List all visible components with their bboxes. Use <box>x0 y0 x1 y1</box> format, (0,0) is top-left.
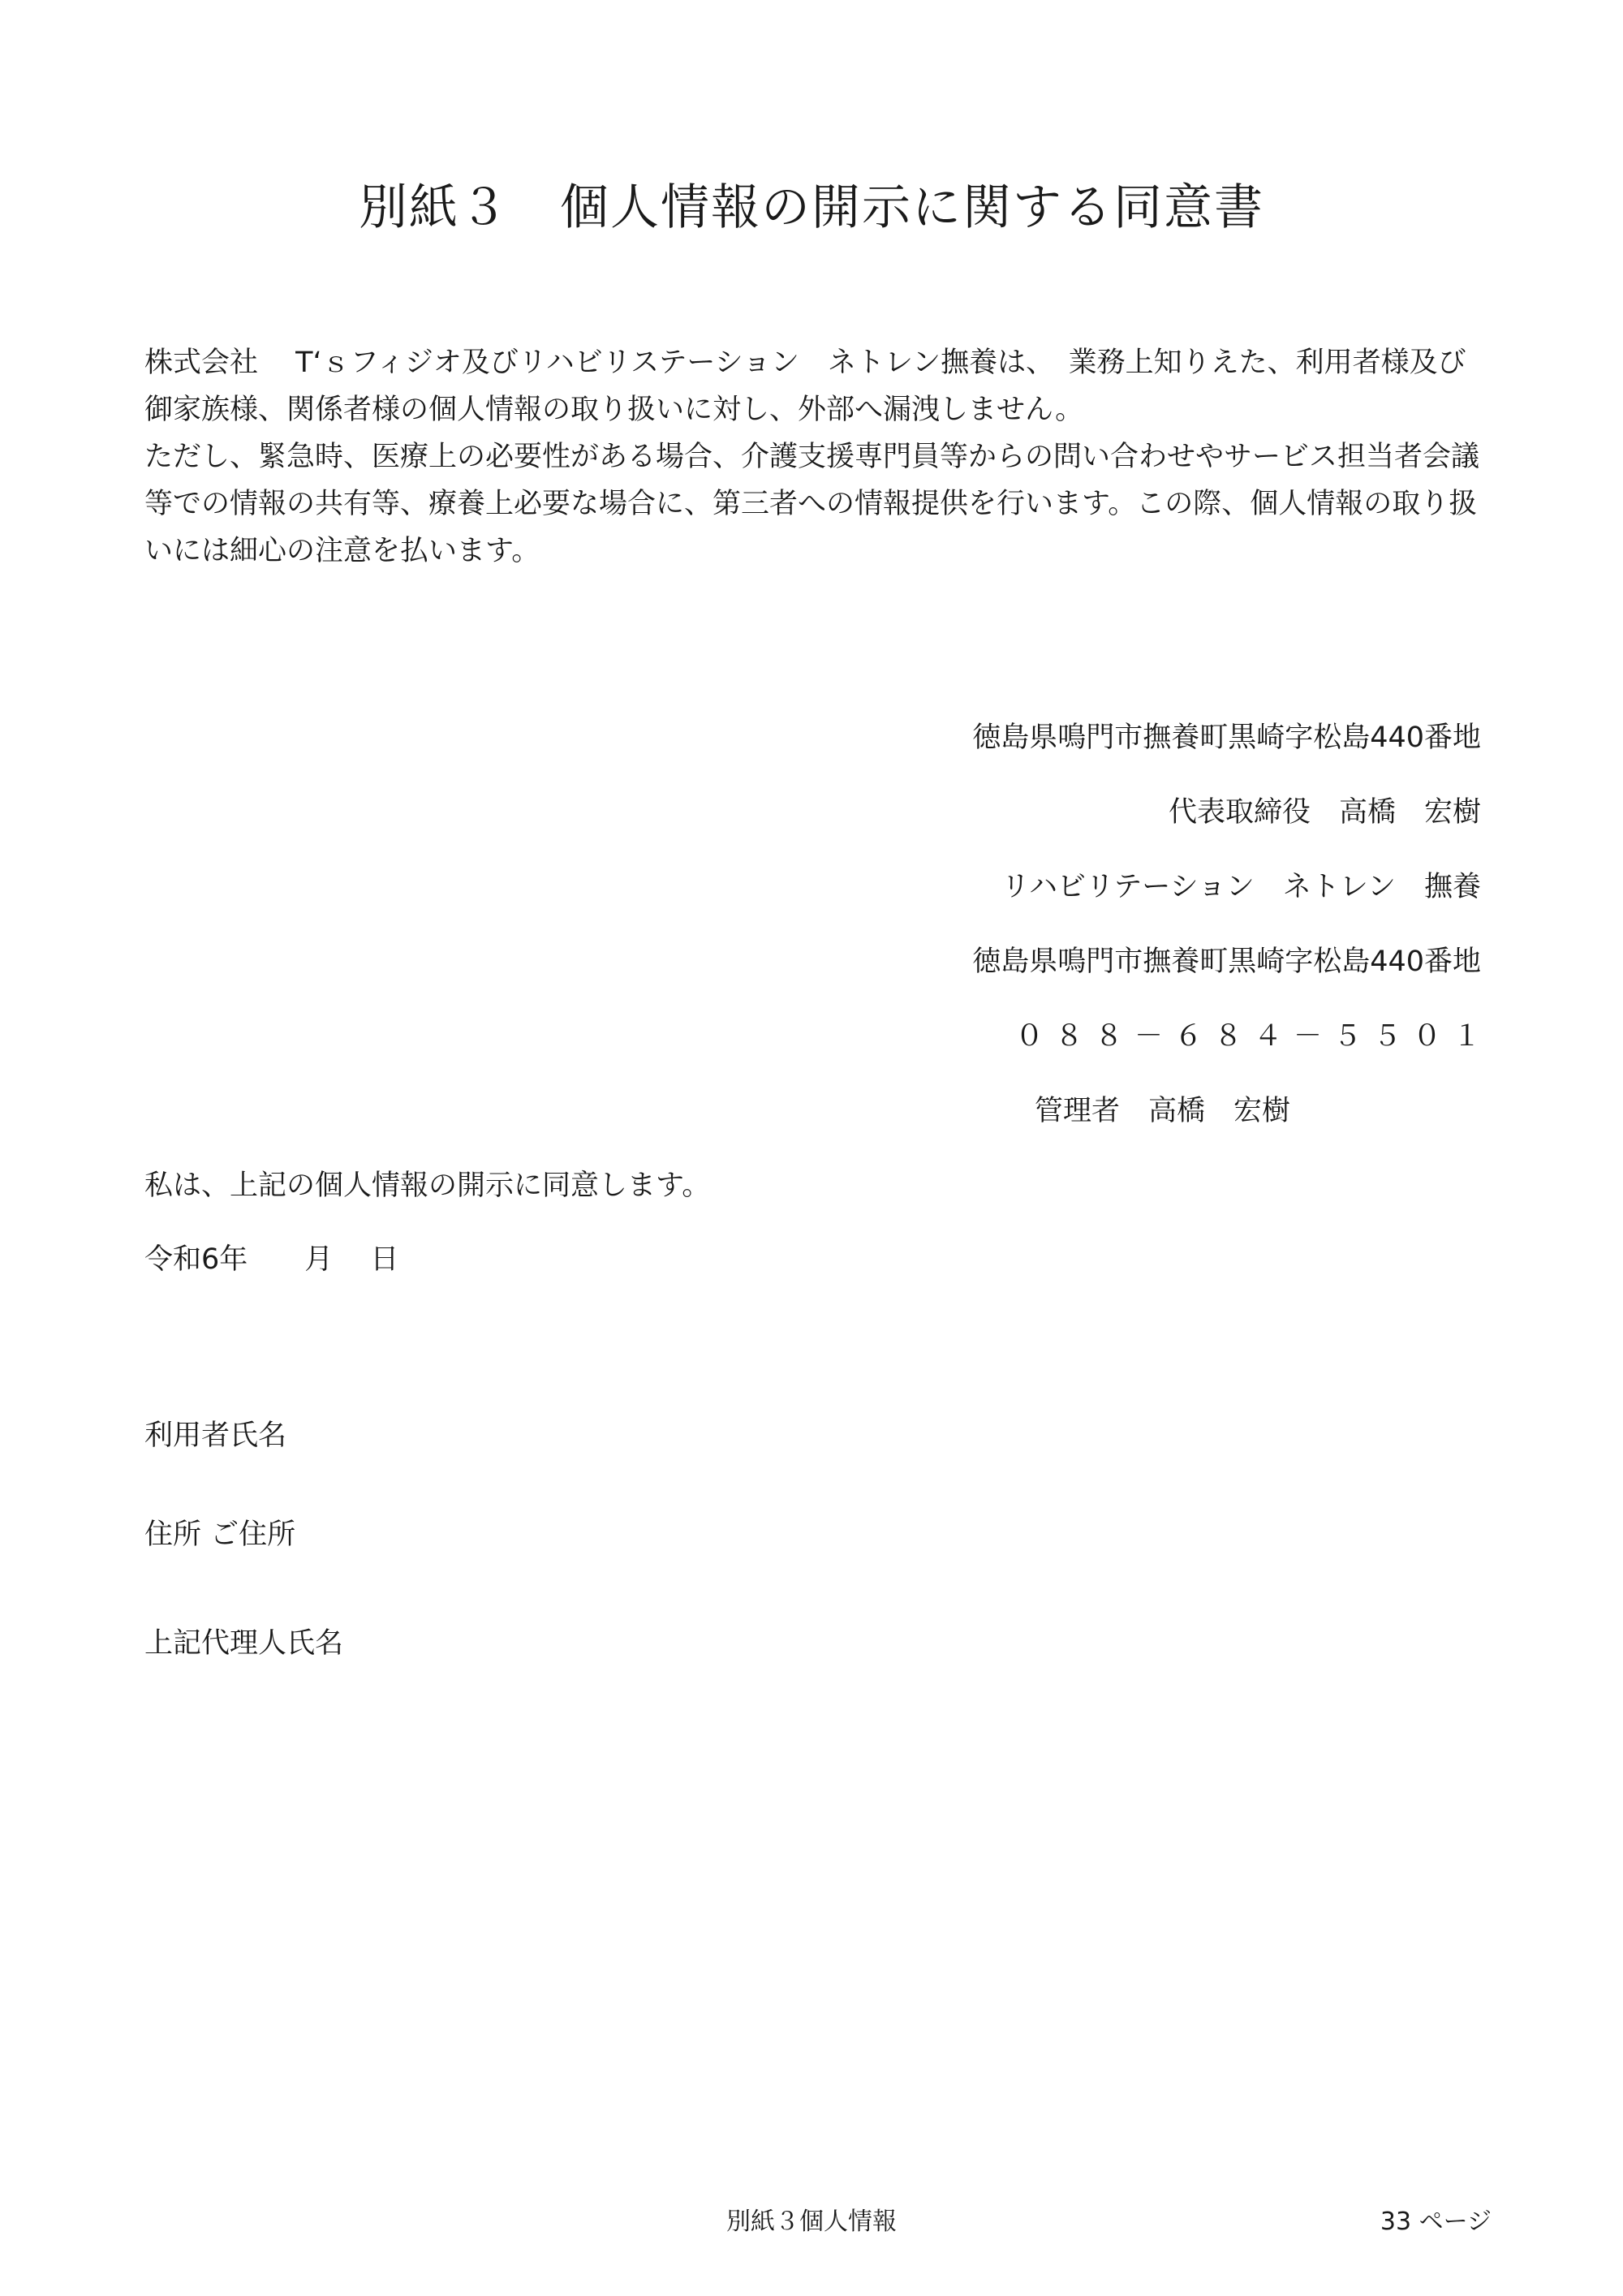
phone-number: ０８８－６８４－５５０１ <box>1014 1020 1492 1053</box>
document-title: 別紙３ 個人情報の開示に関する同意書 <box>359 179 1264 236</box>
footer-title: 別紙３個人情報 <box>726 2208 897 2236</box>
privacy-paragraph-2: ただし、緊急時、医療上の必要性がある場合、介護支援専門員等からの問い合わせやサービス担当者会議等での情報の共有等、療養上必要な場合に、第三者への情報提供を行います。この際、個人情報の取り扱いには細心の注意を払います。 <box>144 441 1480 567</box>
page-number: 33 ページ <box>1380 2208 1492 2236</box>
company-address: 徳島県鳴門市撫養町黒崎字松島440番地 <box>972 722 1481 754</box>
privacy-paragraph-1: 株式会社 T‘ｓフィジオ及びリハビリステーション ネトレン撫養は、 業務上知りえた、利用者様及び御家族様、関係者様の個人情報の取り扱いに対し、外部へ漏洩しません。 <box>144 347 1466 426</box>
date-field: 令和6年 月 日 <box>144 1243 399 1276</box>
consent-statement: 私は、上記の個人情報の開示に同意します。 <box>144 1170 711 1202</box>
address-label: 住所 ご住所 <box>144 1518 296 1551</box>
representative: 代表取締役 高橋 宏樹 <box>1168 796 1481 829</box>
user-name-label: 利用者氏名 <box>144 1419 287 1452</box>
agent-name-label: 上記代理人氏名 <box>144 1627 344 1660</box>
manager-name: 管理者 高橋 宏樹 <box>1035 1095 1291 1127</box>
facility-name: リハビリテーション ネトレン 撫養 <box>1001 871 1481 903</box>
issuer-block <box>972 714 1492 1088</box>
body-text <box>144 339 1483 575</box>
facility-address: 徳島県鳴門市撫養町黒崎字松島440番地 <box>972 946 1481 978</box>
